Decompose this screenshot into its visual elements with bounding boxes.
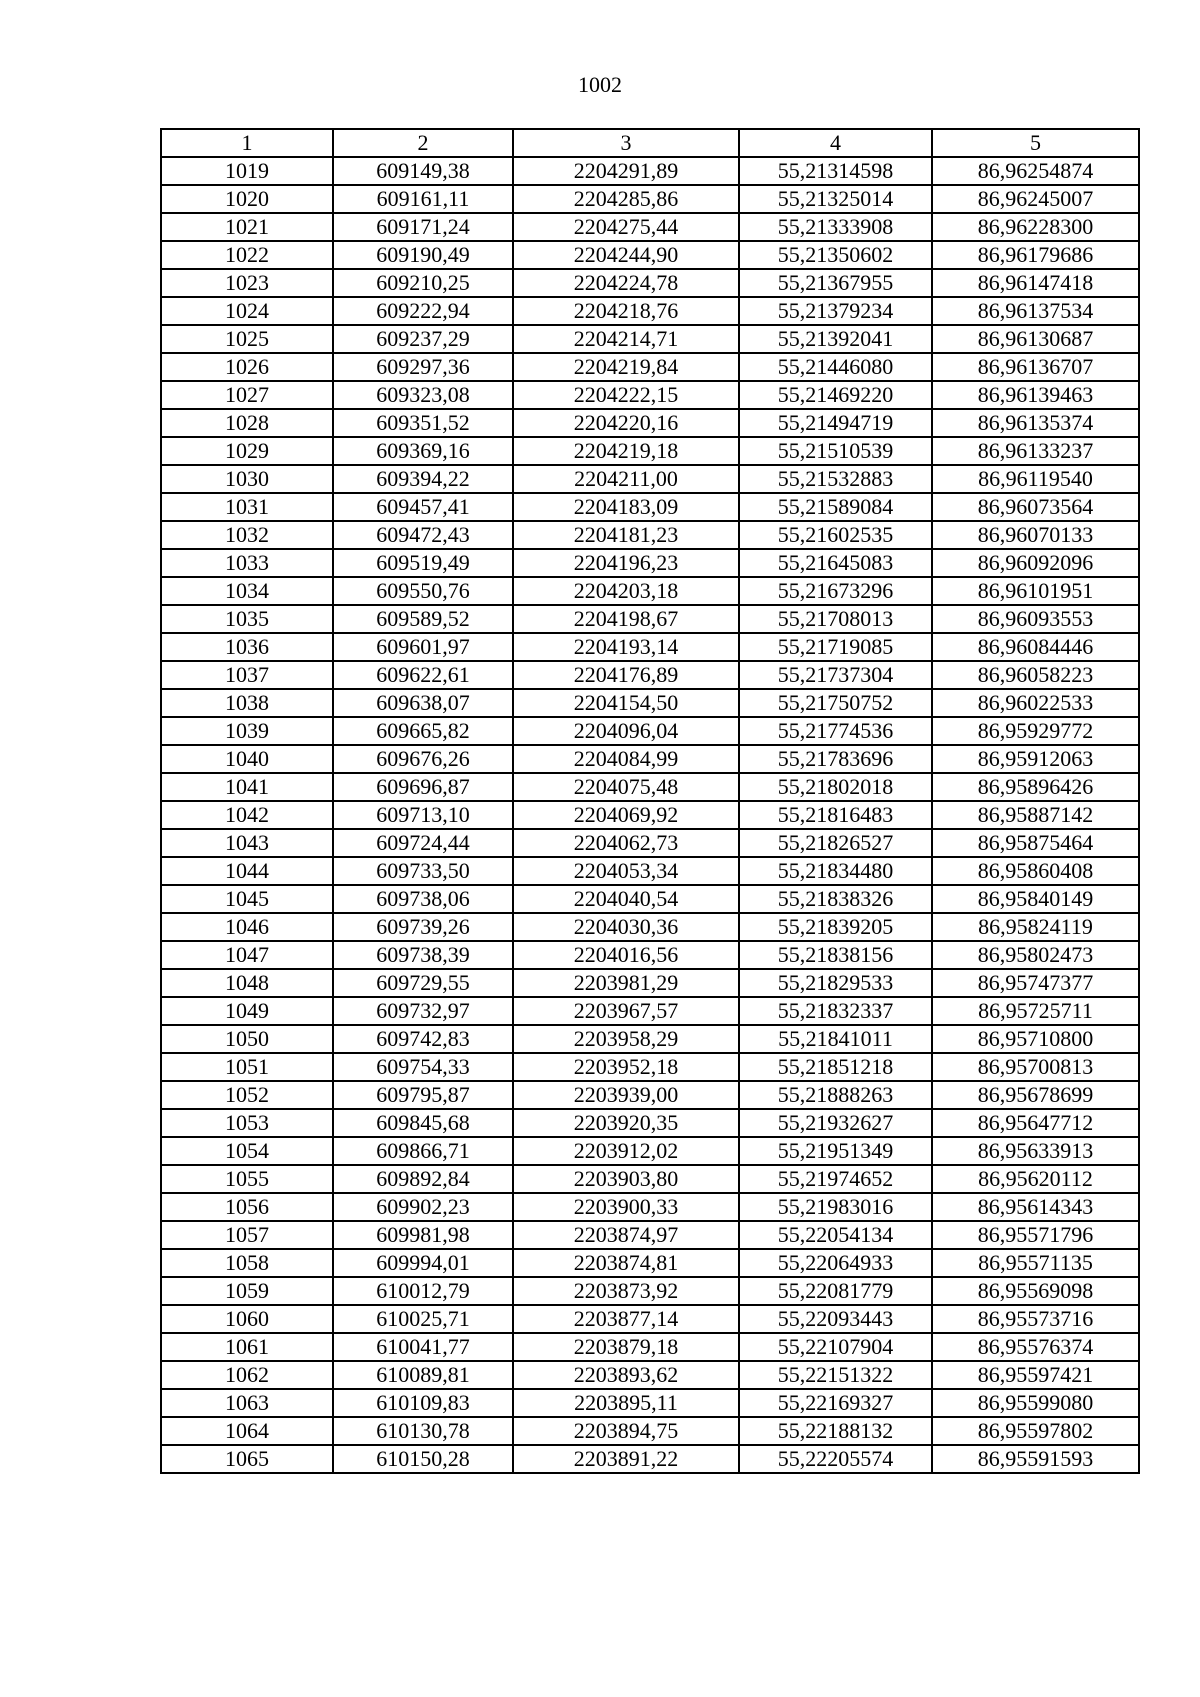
- table-cell: 86,95896426: [932, 773, 1139, 801]
- table-cell: 55,21816483: [739, 801, 932, 829]
- table-row: [161, 829, 1139, 857]
- table-cell: 1063: [161, 1389, 333, 1417]
- table-cell: 2203879,18: [513, 1333, 739, 1361]
- table-cell: 86,95599080: [932, 1389, 1139, 1417]
- table-cell: 1048: [161, 969, 333, 997]
- table-cell: 1031: [161, 493, 333, 521]
- table-row: [161, 605, 1139, 633]
- table-cell: 609738,39: [333, 941, 513, 969]
- table-row: [161, 1109, 1139, 1137]
- table-cell: 86,96147418: [932, 269, 1139, 297]
- table-cell: 55,21325014: [739, 185, 932, 213]
- table-cell: 86,96092096: [932, 549, 1139, 577]
- table-cell: 609222,94: [333, 297, 513, 325]
- table-cell: 2203912,02: [513, 1137, 739, 1165]
- table-cell: 86,96073564: [932, 493, 1139, 521]
- table-cell: 2203900,33: [513, 1193, 739, 1221]
- table-cell: 609994,01: [333, 1249, 513, 1277]
- table-cell: 609733,50: [333, 857, 513, 885]
- table-cell: 609297,36: [333, 353, 513, 381]
- table-cell: 1036: [161, 633, 333, 661]
- table-cell: 55,21851218: [739, 1053, 932, 1081]
- table-cell: 2203920,35: [513, 1109, 739, 1137]
- table-cell: 2204193,14: [513, 633, 739, 661]
- table-cell: 2203893,62: [513, 1361, 739, 1389]
- table-cell: 2204096,04: [513, 717, 739, 745]
- table-cell: 2204224,78: [513, 269, 739, 297]
- table-cell: 1052: [161, 1081, 333, 1109]
- table-cell: 55,22151322: [739, 1361, 932, 1389]
- table-cell: 2203891,22: [513, 1445, 739, 1473]
- table-cell: 1024: [161, 297, 333, 325]
- column-header: 5: [932, 129, 1139, 157]
- table-cell: 86,96101951: [932, 577, 1139, 605]
- table-cell: 2204218,76: [513, 297, 739, 325]
- table-cell: 55,22205574: [739, 1445, 932, 1473]
- table-cell: 1026: [161, 353, 333, 381]
- table-cell: 609622,61: [333, 661, 513, 689]
- table-row: [161, 1081, 1139, 1109]
- table-cell: 610012,79: [333, 1277, 513, 1305]
- table-cell: 86,95860408: [932, 857, 1139, 885]
- table-cell: 609892,84: [333, 1165, 513, 1193]
- table-cell: 2204203,18: [513, 577, 739, 605]
- table-cell: 86,95576374: [932, 1333, 1139, 1361]
- table-row: [161, 409, 1139, 437]
- table-cell: 1056: [161, 1193, 333, 1221]
- table-row: [161, 185, 1139, 213]
- table-cell: 610041,77: [333, 1333, 513, 1361]
- table-cell: 55,21839205: [739, 913, 932, 941]
- table-cell: 609237,29: [333, 325, 513, 353]
- table-cell: 86,95802473: [932, 941, 1139, 969]
- table-cell: 55,21832337: [739, 997, 932, 1025]
- table-cell: 55,22188132: [739, 1417, 932, 1445]
- table-cell: 86,95620112: [932, 1165, 1139, 1193]
- table-row: [161, 913, 1139, 941]
- table-cell: 609161,11: [333, 185, 513, 213]
- table-cell: 2203952,18: [513, 1053, 739, 1081]
- table-row: [161, 661, 1139, 689]
- table-row: [161, 633, 1139, 661]
- table-cell: 2204275,44: [513, 213, 739, 241]
- table-cell: 55,21719085: [739, 633, 932, 661]
- table-row: [161, 381, 1139, 409]
- table-cell: 2204030,36: [513, 913, 739, 941]
- table-row: [161, 1193, 1139, 1221]
- table-cell: 609472,43: [333, 521, 513, 549]
- table-cell: 2203981,29: [513, 969, 739, 997]
- table-row: [161, 1417, 1139, 1445]
- table-cell: 1059: [161, 1277, 333, 1305]
- table-cell: 55,21350602: [739, 241, 932, 269]
- table-cell: 86,95597421: [932, 1361, 1139, 1389]
- table-cell: 1062: [161, 1361, 333, 1389]
- table-cell: 2204040,54: [513, 885, 739, 913]
- table-cell: 86,96058223: [932, 661, 1139, 689]
- table-cell: 1023: [161, 269, 333, 297]
- table-cell: 609795,87: [333, 1081, 513, 1109]
- table-row: [161, 773, 1139, 801]
- table-header: [161, 129, 1139, 157]
- table-row: [161, 857, 1139, 885]
- table-cell: 86,96179686: [932, 241, 1139, 269]
- table-cell: 2204244,90: [513, 241, 739, 269]
- table-cell: 55,21469220: [739, 381, 932, 409]
- table-cell: 86,96022533: [932, 689, 1139, 717]
- table-row: [161, 1305, 1139, 1333]
- table-cell: 55,22064933: [739, 1249, 932, 1277]
- table-row: [161, 213, 1139, 241]
- table-cell: 86,95725711: [932, 997, 1139, 1025]
- table-cell: 55,21774536: [739, 717, 932, 745]
- table-cell: 1061: [161, 1333, 333, 1361]
- table-cell: 86,95747377: [932, 969, 1139, 997]
- table-cell: 55,22054134: [739, 1221, 932, 1249]
- table-cell: 86,96228300: [932, 213, 1139, 241]
- coordinates-table: [160, 128, 1140, 1474]
- table-cell: 2203939,00: [513, 1081, 739, 1109]
- table-cell: 2204219,18: [513, 437, 739, 465]
- table-row: [161, 1165, 1139, 1193]
- table-cell: 609638,07: [333, 689, 513, 717]
- table-cell: 609724,44: [333, 829, 513, 857]
- table-cell: 609732,97: [333, 997, 513, 1025]
- table-cell: 86,96070133: [932, 521, 1139, 549]
- table-cell: 1034: [161, 577, 333, 605]
- table-cell: 55,22107904: [739, 1333, 932, 1361]
- table-cell: 610089,81: [333, 1361, 513, 1389]
- table-row: [161, 437, 1139, 465]
- table-cell: 1033: [161, 549, 333, 577]
- table-cell: 2203877,14: [513, 1305, 739, 1333]
- table-cell: 86,95710800: [932, 1025, 1139, 1053]
- table-row: [161, 1137, 1139, 1165]
- table-cell: 55,21951349: [739, 1137, 932, 1165]
- table-cell: 2204220,16: [513, 409, 739, 437]
- table-row: [161, 1277, 1139, 1305]
- table-cell: 2204196,23: [513, 549, 739, 577]
- table-row: [161, 297, 1139, 325]
- table-cell: 609981,98: [333, 1221, 513, 1249]
- table-row: [161, 353, 1139, 381]
- table-row: [161, 1389, 1139, 1417]
- table-cell: 609589,52: [333, 605, 513, 633]
- table-cell: 1044: [161, 857, 333, 885]
- table-cell: 55,22081779: [739, 1277, 932, 1305]
- table-cell: 1039: [161, 717, 333, 745]
- table-cell: 609550,76: [333, 577, 513, 605]
- table-cell: 86,95700813: [932, 1053, 1139, 1081]
- table-cell: 86,95887142: [932, 801, 1139, 829]
- table-cell: 609676,26: [333, 745, 513, 773]
- table-row: [161, 689, 1139, 717]
- table-cell: 86,95929772: [932, 717, 1139, 745]
- table-cell: 86,96245007: [932, 185, 1139, 213]
- table-cell: 1045: [161, 885, 333, 913]
- table-row: [161, 1333, 1139, 1361]
- table-cell: 2204219,84: [513, 353, 739, 381]
- table-cell: 86,95840149: [932, 885, 1139, 913]
- table-row: [161, 465, 1139, 493]
- table-cell: 55,21838156: [739, 941, 932, 969]
- table-cell: 55,21673296: [739, 577, 932, 605]
- table-cell: 86,95573716: [932, 1305, 1139, 1333]
- table-cell: 2204214,71: [513, 325, 739, 353]
- table-cell: 609210,25: [333, 269, 513, 297]
- table-row: [161, 941, 1139, 969]
- table-cell: 86,95591593: [932, 1445, 1139, 1473]
- table-cell: 1064: [161, 1417, 333, 1445]
- column-header: 3: [513, 129, 739, 157]
- header-row: [161, 129, 1139, 157]
- table-cell: 86,95875464: [932, 829, 1139, 857]
- table-cell: 55,21392041: [739, 325, 932, 353]
- table-cell: 55,21783696: [739, 745, 932, 773]
- table-cell: 2203874,97: [513, 1221, 739, 1249]
- table-cell: 2204222,15: [513, 381, 739, 409]
- table-row: [161, 157, 1139, 185]
- column-header: 2: [333, 129, 513, 157]
- table-cell: 2203903,80: [513, 1165, 739, 1193]
- table-cell: 55,21708013: [739, 605, 932, 633]
- table-cell: 86,96119540: [932, 465, 1139, 493]
- column-header: 4: [739, 129, 932, 157]
- table-row: [161, 1249, 1139, 1277]
- table-cell: 55,21737304: [739, 661, 932, 689]
- table-cell: 2204062,73: [513, 829, 739, 857]
- table-row: [161, 885, 1139, 913]
- table-cell: 2203967,57: [513, 997, 739, 1025]
- table-cell: 1051: [161, 1053, 333, 1081]
- table-cell: 2204154,50: [513, 689, 739, 717]
- table-row: [161, 1445, 1139, 1473]
- table-cell: 1035: [161, 605, 333, 633]
- table-cell: 55,21333908: [739, 213, 932, 241]
- table-cell: 609738,06: [333, 885, 513, 913]
- table-cell: 610025,71: [333, 1305, 513, 1333]
- table-cell: 2204176,89: [513, 661, 739, 689]
- table-cell: 2203874,81: [513, 1249, 739, 1277]
- table-cell: 1046: [161, 913, 333, 941]
- table-cell: 86,96137534: [932, 297, 1139, 325]
- table-cell: 55,21602535: [739, 521, 932, 549]
- table-row: [161, 241, 1139, 269]
- table-cell: 55,21841011: [739, 1025, 932, 1053]
- table-cell: 1029: [161, 437, 333, 465]
- table-row: [161, 745, 1139, 773]
- table-cell: 609665,82: [333, 717, 513, 745]
- table-cell: 86,95597802: [932, 1417, 1139, 1445]
- table-cell: 2204069,92: [513, 801, 739, 829]
- table-cell: 1027: [161, 381, 333, 409]
- table-row: [161, 577, 1139, 605]
- table-cell: 609394,22: [333, 465, 513, 493]
- table-cell: 609369,16: [333, 437, 513, 465]
- table-row: [161, 1025, 1139, 1053]
- table-cell: 86,96084446: [932, 633, 1139, 661]
- table-cell: 55,21838326: [739, 885, 932, 913]
- table-cell: 609149,38: [333, 157, 513, 185]
- table-cell: 55,21589084: [739, 493, 932, 521]
- table-cell: 609351,52: [333, 409, 513, 437]
- table-cell: 1065: [161, 1445, 333, 1473]
- table-cell: 1043: [161, 829, 333, 857]
- table-cell: 2203895,11: [513, 1389, 739, 1417]
- table-cell: 55,21510539: [739, 437, 932, 465]
- table-cell: 609902,23: [333, 1193, 513, 1221]
- table-cell: 609739,26: [333, 913, 513, 941]
- table-cell: 1040: [161, 745, 333, 773]
- table-cell: 86,96136707: [932, 353, 1139, 381]
- table-cell: 55,21532883: [739, 465, 932, 493]
- table-cell: 86,95678699: [932, 1081, 1139, 1109]
- page-number: 1002: [578, 72, 622, 97]
- table-cell: 2204198,67: [513, 605, 739, 633]
- table-cell: 2204075,48: [513, 773, 739, 801]
- table-cell: 609845,68: [333, 1109, 513, 1137]
- table-cell: 610109,83: [333, 1389, 513, 1417]
- table-cell: 609457,41: [333, 493, 513, 521]
- table-cell: 86,95571796: [932, 1221, 1139, 1249]
- table-row: [161, 1053, 1139, 1081]
- table-cell: 1057: [161, 1221, 333, 1249]
- table-cell: 1030: [161, 465, 333, 493]
- table-cell: 609171,24: [333, 213, 513, 241]
- table-row: [161, 493, 1139, 521]
- table-cell: 1022: [161, 241, 333, 269]
- table-cell: 86,96254874: [932, 157, 1139, 185]
- table-cell: 1041: [161, 773, 333, 801]
- table-cell: 55,21888263: [739, 1081, 932, 1109]
- table-row: [161, 269, 1139, 297]
- table-row: [161, 325, 1139, 353]
- table-cell: 86,95912063: [932, 745, 1139, 773]
- table-cell: 55,22093443: [739, 1305, 932, 1333]
- table-cell: 1019: [161, 157, 333, 185]
- table-cell: 1028: [161, 409, 333, 437]
- table-cell: 86,96130687: [932, 325, 1139, 353]
- table-row: [161, 549, 1139, 577]
- table-cell: 86,95614343: [932, 1193, 1139, 1221]
- table-cell: 2204285,86: [513, 185, 739, 213]
- table-cell: 86,95633913: [932, 1137, 1139, 1165]
- table-cell: 55,21314598: [739, 157, 932, 185]
- table-row: [161, 1221, 1139, 1249]
- table-cell: 1058: [161, 1249, 333, 1277]
- table-cell: 609601,97: [333, 633, 513, 661]
- table-row: [161, 997, 1139, 1025]
- table-cell: 2203873,92: [513, 1277, 739, 1305]
- table-row: [161, 521, 1139, 549]
- table-cell: 55,21826527: [739, 829, 932, 857]
- table-cell: 1032: [161, 521, 333, 549]
- table-cell: 55,21983016: [739, 1193, 932, 1221]
- table-row: [161, 969, 1139, 997]
- table-cell: 1049: [161, 997, 333, 1025]
- table-cell: 55,21974652: [739, 1165, 932, 1193]
- table-cell: 1038: [161, 689, 333, 717]
- table-cell: 609519,49: [333, 549, 513, 577]
- table-cell: 2204084,99: [513, 745, 739, 773]
- table-cell: 609742,83: [333, 1025, 513, 1053]
- table-cell: 609323,08: [333, 381, 513, 409]
- table-cell: 1053: [161, 1109, 333, 1137]
- table-cell: 1047: [161, 941, 333, 969]
- table-cell: 1054: [161, 1137, 333, 1165]
- table-cell: 55,21645083: [739, 549, 932, 577]
- table-cell: 610150,28: [333, 1445, 513, 1473]
- table-cell: 86,96133237: [932, 437, 1139, 465]
- table-cell: 1021: [161, 213, 333, 241]
- table-cell: 1055: [161, 1165, 333, 1193]
- table-cell: 55,21750752: [739, 689, 932, 717]
- table-row: [161, 801, 1139, 829]
- table-cell: 86,96139463: [932, 381, 1139, 409]
- table-cell: 2204291,89: [513, 157, 739, 185]
- column-header: 1: [161, 129, 333, 157]
- table-cell: 1050: [161, 1025, 333, 1053]
- table-cell: 609713,10: [333, 801, 513, 829]
- table-cell: 86,96093553: [932, 605, 1139, 633]
- table-cell: 55,22169327: [739, 1389, 932, 1417]
- table-cell: 610130,78: [333, 1417, 513, 1445]
- table-cell: 55,21379234: [739, 297, 932, 325]
- table-cell: 2204181,23: [513, 521, 739, 549]
- table-row: [161, 1361, 1139, 1389]
- table-cell: 1042: [161, 801, 333, 829]
- table-cell: 86,95569098: [932, 1277, 1139, 1305]
- table-cell: 1037: [161, 661, 333, 689]
- table-cell: 55,21829533: [739, 969, 932, 997]
- table-cell: 55,21494719: [739, 409, 932, 437]
- table-cell: 2203958,29: [513, 1025, 739, 1053]
- table-cell: 55,21802018: [739, 773, 932, 801]
- table-cell: 609866,71: [333, 1137, 513, 1165]
- table-cell: 609696,87: [333, 773, 513, 801]
- table-cell: 2203894,75: [513, 1417, 739, 1445]
- table-cell: 55,21834480: [739, 857, 932, 885]
- table-cell: 609729,55: [333, 969, 513, 997]
- table-cell: 2204053,34: [513, 857, 739, 885]
- table-cell: 86,96135374: [932, 409, 1139, 437]
- table-cell: 2204016,56: [513, 941, 739, 969]
- table-cell: 609754,33: [333, 1053, 513, 1081]
- table-cell: 609190,49: [333, 241, 513, 269]
- table-cell: 86,95824119: [932, 913, 1139, 941]
- table-cell: 2204211,00: [513, 465, 739, 493]
- table-row: [161, 717, 1139, 745]
- table-cell: 1020: [161, 185, 333, 213]
- table-cell: 86,95571135: [932, 1249, 1139, 1277]
- table-body: [161, 157, 1139, 1473]
- table-cell: 1025: [161, 325, 333, 353]
- table-cell: 55,21446080: [739, 353, 932, 381]
- table-cell: 1060: [161, 1305, 333, 1333]
- table-cell: 55,21367955: [739, 269, 932, 297]
- table-cell: 2204183,09: [513, 493, 739, 521]
- table-cell: 55,21932627: [739, 1109, 932, 1137]
- table-cell: 86,95647712: [932, 1109, 1139, 1137]
